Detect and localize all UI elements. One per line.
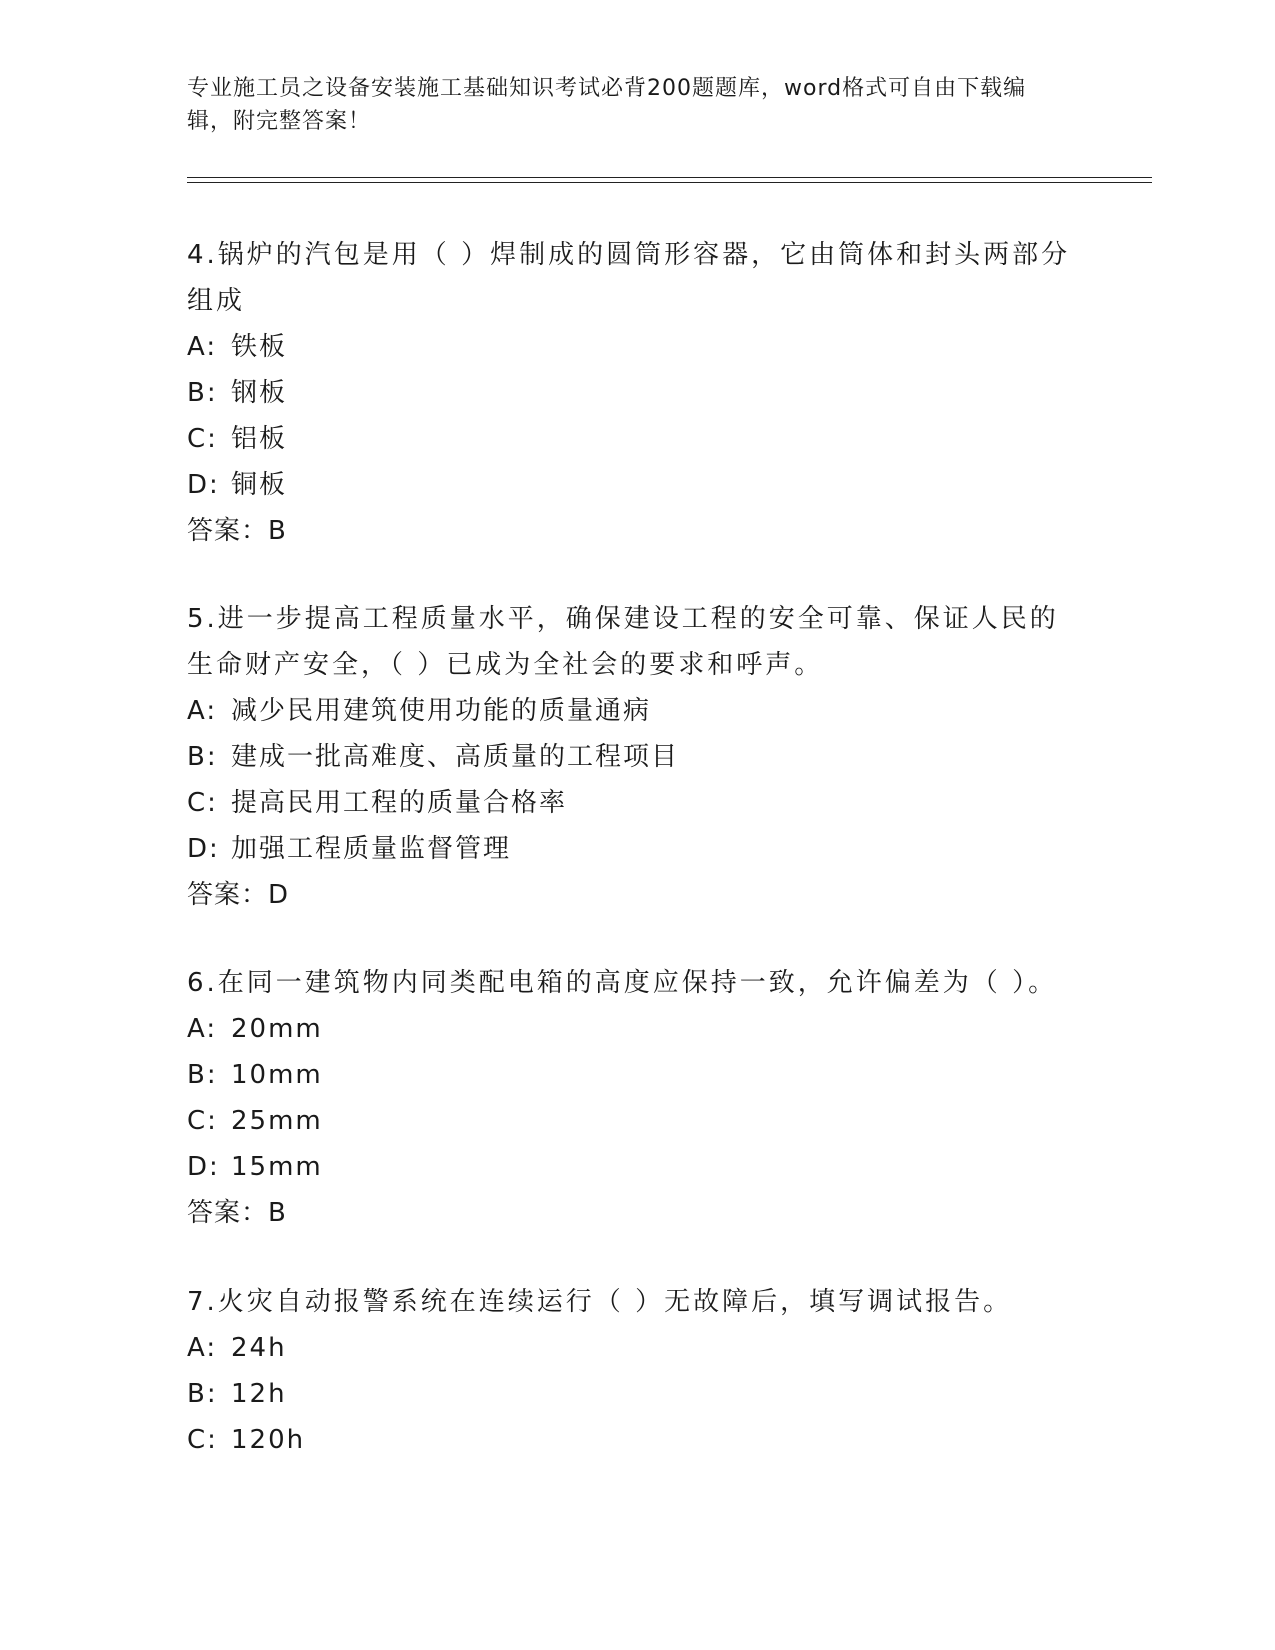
option-key: A: — [187, 332, 218, 362]
option-b — [187, 1371, 1087, 1417]
option-text: 钢板 — [231, 378, 288, 408]
document-header: 专业施工员之设备安装施工基础知识考试必背200题题库，word格式可自由下载编辑，附完整答案！ — [187, 76, 1027, 134]
option-text: 15mm — [231, 1152, 323, 1182]
option-b — [187, 370, 1087, 416]
option-d — [187, 826, 1087, 872]
option-key: A: — [187, 1014, 218, 1044]
option-text: 建成一批高难度、高质量的工程项目 — [231, 742, 680, 772]
option-c — [187, 416, 1087, 462]
option-key: C: — [187, 1425, 218, 1455]
option-a — [187, 1006, 1087, 1052]
option-text: 20mm — [231, 1014, 323, 1044]
option-key: C: — [187, 424, 218, 454]
header-divider-top — [187, 177, 1152, 178]
header-divider-bottom — [187, 182, 1152, 183]
option-text: 加强工程质量监督管理 — [231, 834, 512, 864]
option-text: 120h — [231, 1425, 306, 1455]
option-d — [187, 1144, 1087, 1190]
option-key: B: — [187, 378, 218, 408]
option-key: D: — [187, 834, 220, 864]
option-a — [187, 1325, 1087, 1371]
option-a — [187, 688, 1087, 734]
option-key: B: — [187, 742, 218, 772]
option-text: 12h — [231, 1379, 287, 1409]
option-b — [187, 1052, 1087, 1098]
option-key: C: — [187, 1106, 218, 1136]
answer-text: 答案：B — [187, 516, 287, 546]
option-text: 减少民用建筑使用功能的质量通病 — [231, 696, 652, 726]
option-text: 25mm — [231, 1106, 323, 1136]
option-c — [187, 1417, 1087, 1463]
option-b — [187, 734, 1087, 780]
answer-text: 答案：D — [187, 880, 290, 910]
answer-text: 答案：B — [187, 1198, 287, 1228]
option-a — [187, 324, 1087, 370]
question-stem: 7.火灾自动报警系统在连续运行（ ）无故障后，填写调试报告。 — [187, 1287, 1013, 1317]
question-stem: 4.锅炉的汽包是用（ ）焊制成的圆筒形容器，它由筒体和封头两部分组成 — [187, 240, 1071, 316]
option-key: B: — [187, 1379, 218, 1409]
question-stem: 5.进一步提高工程质量水平，确保建设工程的安全可靠、保证人民的生命财产安全，（ ）已成为全社会的要求和呼声。 — [187, 604, 1059, 680]
option-text: 24h — [231, 1333, 287, 1363]
option-key: A: — [187, 696, 218, 726]
option-text: 提高民用工程的质量合格率 — [231, 788, 568, 818]
question-stem: 6.在同一建筑物内同类配电箱的高度应保持一致，允许偏差为（ ）。 — [187, 968, 1058, 998]
option-key: B: — [187, 1060, 218, 1090]
option-text: 铝板 — [231, 424, 288, 454]
question-6 — [187, 960, 1087, 1236]
question-5 — [187, 596, 1087, 918]
option-c — [187, 780, 1087, 826]
option-text: 铜板 — [231, 470, 288, 500]
option-text: 铁板 — [231, 332, 288, 362]
option-c — [187, 1098, 1087, 1144]
option-d — [187, 462, 1087, 508]
option-key: D: — [187, 470, 220, 500]
question-7 — [187, 1279, 1087, 1463]
option-key: C: — [187, 788, 218, 818]
option-key: D: — [187, 1152, 220, 1182]
option-text: 10mm — [231, 1060, 323, 1090]
option-key: A: — [187, 1333, 218, 1363]
question-4 — [187, 232, 1087, 554]
